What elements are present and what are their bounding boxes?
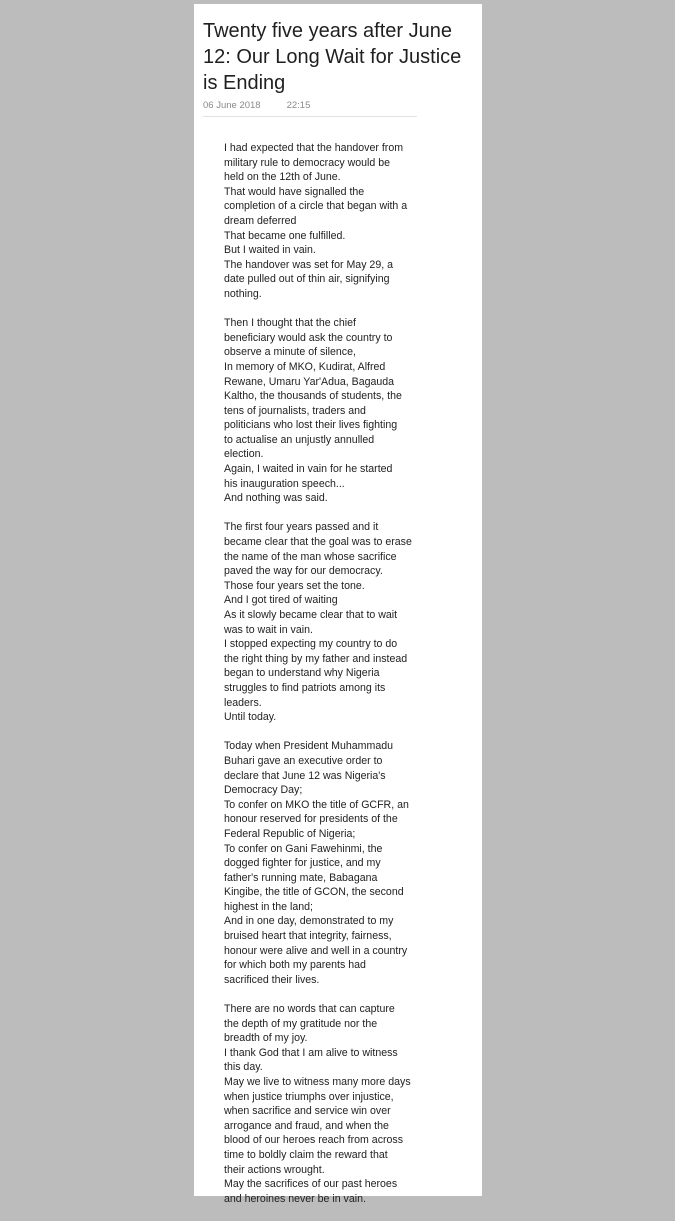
paragraph-line: the name of the man whose sacrifice [224,550,397,563]
paragraph-line: his inauguration speech... [224,477,345,490]
paragraph-line: observe a minute of silence, [224,346,356,359]
paragraph-line: honour reserved for presidents of the [224,813,398,826]
article-page [194,4,482,1205]
paragraph-line: As it slowly became clear that to wait [224,609,398,621]
paragraph-line: Today when President Muhammadu [224,740,394,753]
article-paragraph [224,520,432,724]
article-title: Twenty five years after June 12: Our Long Wait for Justice is Ending [203,20,462,94]
paragraph-line: Buhari gave an executive order to [224,754,383,767]
paragraph-line: military rule to democracy would be [224,156,391,169]
paragraph-line: politicians who lost their lives fighting [224,419,398,432]
paragraph-line: held on the 12th of June. [224,171,341,184]
paragraph-line: That became one fulfilled. [224,229,346,242]
paragraph-line: dogged fighter for justice, and my [224,857,381,870]
paragraph-line: To confer on Gani Fawehinmi, the [224,842,383,855]
paragraph-line: father's running mate, Babagana [224,871,378,884]
paragraph-line: became clear that the goal was to erase [224,536,412,549]
paragraph-line: when justice triumphs over injustice, [224,1090,394,1103]
paragraph-line: I stopped expecting my country to do [224,638,398,651]
paragraph-line: tens of journalists, traders and [224,404,366,417]
paragraph-line: breadth of my joy. [224,1032,308,1045]
paragraph-line: Then I thought that the chief [224,317,356,330]
paragraph-line: The first four years passed and it [224,521,379,534]
paragraph-line: completion of a circle that began with a [224,200,408,213]
paragraph-line: In memory of MKO, Kudirat, Alfred [224,360,386,373]
paragraph-line: But I waited in vain. [224,244,316,257]
paragraph-line: Kingibe, the title of GCON, the second [224,886,404,899]
paragraph-line: Federal Republic of Nigeria; [224,827,356,840]
paragraph-line: The handover was set for May 29, a [224,258,393,271]
paragraph-line: I thank God that I am alive to witness [224,1046,398,1059]
paragraph-line: And in one day, demonstrated to my [224,915,394,928]
paragraph-line: And I got tired of waiting [224,594,338,607]
paragraph-line: and heroines never be in vain. [224,1192,366,1205]
paragraph-line: sacrificed their lives. [224,973,320,986]
paragraph-line: beneficiary would ask the country to [224,331,393,344]
paragraph-line: Those four years set the tone. [224,579,365,592]
paragraph-line: time to boldly claim the reward that [224,1148,388,1161]
paragraph-line: Democracy Day; [224,784,303,797]
article-paragraph [224,739,432,987]
paragraph-line: arrogance and fraud, and when the [224,1119,389,1132]
paragraph-line: highest in the land; [224,900,313,913]
paragraph-line: struggles to find patriots among its [224,681,386,694]
article-paragraph [224,316,432,506]
paragraph-line: bruised heart that integrity, fairness, [224,930,392,943]
paragraph-line: honour were alive and well in a country [224,944,408,957]
paragraph-line: There are no words that can capture [224,1003,395,1016]
article-body [224,141,432,1221]
paragraph-line: To confer on MKO the title of GCFR, an [224,798,409,811]
paragraph-line: election. [224,448,264,461]
paragraph-line: leaders. [224,696,262,709]
paragraph-line: dream deferred [224,214,297,227]
paragraph-line: when sacrifice and service win over [224,1105,391,1118]
paragraph-line: declare that June 12 was Nigeria's [224,769,386,782]
paragraph-line: May we live to witness many more days [224,1076,411,1088]
paragraph-line: the depth of my gratitude nor the [224,1017,378,1030]
paragraph-line: That would have signalled the [224,185,365,198]
paragraph-line: Kaltho, the thousands of students, the [224,390,402,403]
paragraph-line: Until today. [224,711,277,724]
paragraph-line: Again, I waited in vain for he started [224,463,393,476]
article-time: 22:15 [286,100,311,111]
paragraph-line: to actualise an unjustly annulled [224,433,375,446]
paragraph-line: blood of our heroes reach from across [224,1134,404,1147]
paragraph-line: their actions wrought. [224,1163,325,1176]
paragraph-line: for which both my parents had [224,959,366,972]
article-meta [203,98,417,117]
article-paragraph [224,141,432,302]
paragraph-line: May the sacrifices of our past heroes [224,1178,398,1191]
paragraph-line: the right thing by my father and instead [224,652,408,665]
paragraph-line: began to understand why Nigeria [224,667,380,680]
paragraph-line: date pulled out of thin air, signifying [224,273,390,286]
paragraph-line: I had expected that the handover from [224,142,404,154]
paragraph-line: Rewane, Umaru Yar'Adua, Bagauda [224,375,395,388]
paragraph-line: paved the way for our democracy. [224,565,383,578]
article-paragraph [224,1002,432,1206]
article-date: 06 June 2018 [203,100,261,111]
paragraph-line: nothing. [224,287,262,300]
paragraph-line: was to wait in vain. [224,623,313,636]
paragraph-line: And nothing was said. [224,492,328,505]
paragraph-line: this day. [224,1061,263,1074]
